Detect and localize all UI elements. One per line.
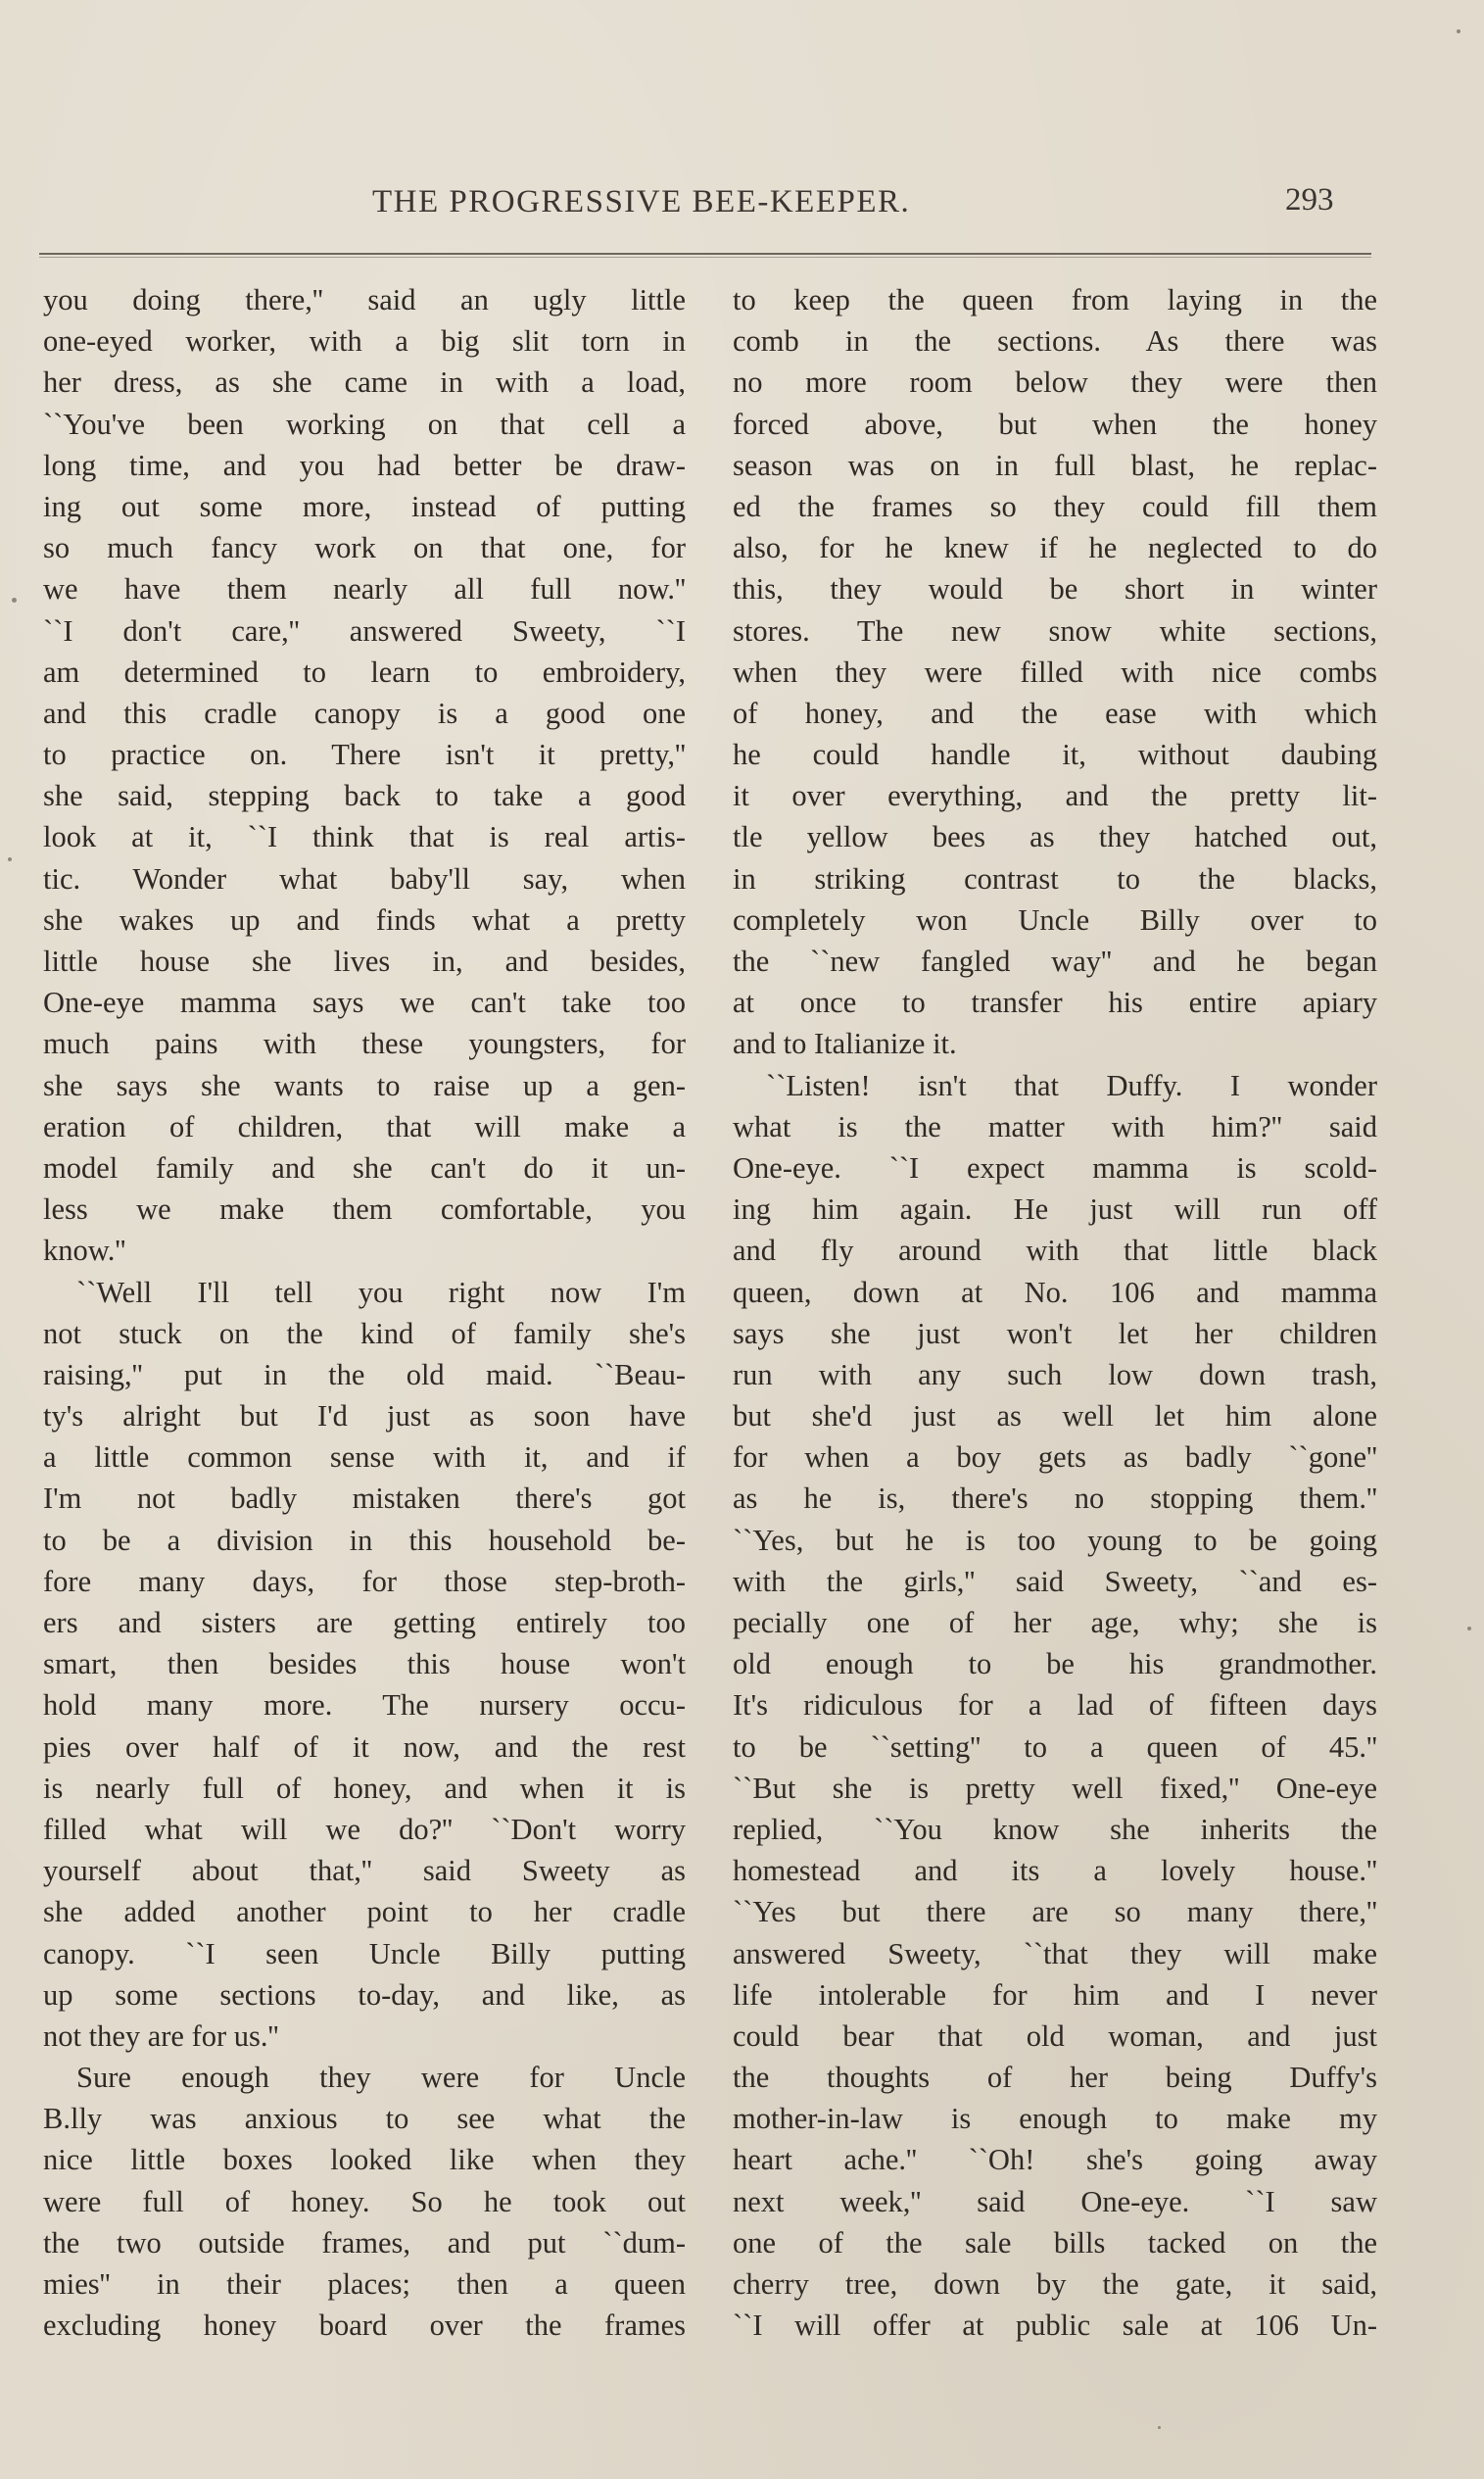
text-line: ing out some more, instead of putting: [43, 489, 686, 523]
text-line: replied, ``You know she inherits the: [733, 1812, 1377, 1846]
text-line: cherry tree, down by the gate, it said,: [733, 2267, 1377, 2301]
text-line: she said, stepping back to take a good: [43, 779, 686, 813]
text-line: the ``new fangled way'' and he began: [733, 945, 1377, 978]
text-line: fore many days, for those step-broth-: [43, 1564, 686, 1598]
text-line: mother-in-law is enough to make my: [733, 2102, 1377, 2136]
text-line: ``Yes but there are so many there,'': [733, 1895, 1377, 1929]
text-line: One-eye mamma says we can't take too: [43, 986, 686, 1020]
text-line: long time, and you had better be draw-: [43, 448, 686, 482]
text-line: know.'': [43, 1234, 126, 1268]
text-line: look at it, ``I think that is real artis-: [43, 820, 686, 854]
text-line: the two outside frames, and put ``dum-: [43, 2225, 686, 2260]
text-line: next week,'' said One-eye. ``I saw: [733, 2184, 1377, 2218]
text-line: queen, down at No. 106 and mamma: [733, 1275, 1377, 1309]
text-line: to be a division in this household be-: [43, 1523, 686, 1557]
text-line: you doing there,'' said an ugly little: [43, 283, 686, 316]
text-line: ``You've been working on that cell a: [43, 407, 686, 441]
scan-speck: [1467, 1627, 1471, 1630]
header-rule-thin: [39, 257, 1371, 258]
text-line: Sure enough they were for Uncle: [76, 2061, 686, 2095]
text-line: one-eyed worker, with a big slit torn in: [43, 324, 686, 359]
scan-speck: [1158, 2426, 1161, 2429]
text-line: much pains with these youngsters, for: [43, 1027, 686, 1061]
text-line: and fly around with that little black: [733, 1234, 1377, 1268]
header-rule: [39, 253, 1371, 255]
text-line: ``Well I'll tell you right now I'm: [76, 1275, 686, 1309]
text-line: what is the matter with him?'' said: [733, 1109, 1377, 1143]
text-line: is nearly full of honey, and when it is: [43, 1771, 686, 1805]
text-line: filled what will we do?'' ``Don't worry: [43, 1812, 686, 1846]
page-number: 293: [1285, 182, 1334, 218]
text-line: her dress, as she came in with a load,: [43, 365, 686, 400]
text-line: completely won Uncle Billy over to: [733, 902, 1377, 937]
text-line: nice little boxes looked like when they: [43, 2143, 686, 2177]
text-line: less we make them comfortable, you: [43, 1192, 686, 1227]
text-line: he could handle it, without daubing: [733, 738, 1377, 772]
text-line: tle yellow bees as they hatched out,: [733, 820, 1377, 854]
text-line: old enough to be his grandmother.: [733, 1647, 1377, 1681]
text-line: yourself about that,'' said Sweety as: [43, 1854, 686, 1888]
text-line: mies'' in their places; then a queen: [43, 2267, 686, 2301]
text-line: tic. Wonder what baby'll say, when: [43, 861, 686, 896]
text-line: ing him again. He just will run off: [733, 1192, 1377, 1227]
text-line: up some sections to-day, and like, as: [43, 1977, 686, 2012]
text-line: the thoughts of her being Duffy's: [733, 2061, 1377, 2095]
text-line: could bear that old woman, and just: [733, 2018, 1377, 2053]
text-line: It's ridiculous for a lad of fifteen days: [733, 1688, 1377, 1723]
text-line: but she'd just as well let him alone: [733, 1399, 1377, 1434]
text-line: I'm not badly mistaken there's got: [43, 1482, 686, 1516]
text-line: a little common sense with it, and if: [43, 1440, 686, 1475]
text-line: run with any such low down trash,: [733, 1357, 1377, 1391]
text-line: so much fancy work on that one, for: [43, 531, 686, 565]
text-line: pies over half of it now, and the rest: [43, 1729, 686, 1764]
text-line: hold many more. The nursery occu-: [43, 1688, 686, 1723]
scan-speck: [1457, 29, 1460, 33]
text-line: heart ache.'' ``Oh! she's going away: [733, 2143, 1377, 2177]
text-line: and to Italianize it.: [733, 1027, 957, 1061]
text-line: excluding honey board over the frames: [43, 2309, 686, 2343]
text-line: ``But she is pretty well fixed,'' One-eye: [733, 1771, 1377, 1805]
text-line: for when a boy gets as badly ``gone'': [733, 1440, 1377, 1475]
text-line: smart, then besides this house won't: [43, 1647, 686, 1681]
text-line: as he is, there's no stopping them.'': [733, 1482, 1377, 1516]
text-line: stores. The new snow white sections,: [733, 613, 1377, 648]
left-column: [43, 279, 686, 2346]
text-line: one of the sale bills tacked on the: [733, 2225, 1377, 2260]
text-line: ``Listen! isn't that Duffy. I wonder: [766, 1068, 1377, 1102]
text-line: pecially one of her age, why; she is: [733, 1606, 1377, 1639]
text-line: One-eye. ``I expect mamma is scold-: [733, 1150, 1377, 1185]
text-line: she added another point to her cradle: [43, 1895, 686, 1929]
text-line: to keep the queen from laying in the: [733, 283, 1377, 316]
text-line: season was on in full blast, he replac-: [733, 448, 1377, 482]
text-line: it over everything, and the pretty lit-: [733, 779, 1377, 813]
text-line: were full of honey. So he took out: [43, 2184, 686, 2218]
text-line: she wakes up and finds what a pretty: [43, 902, 686, 937]
text-line: with the girls,'' said Sweety, ``and es-: [733, 1564, 1377, 1598]
text-line: ``Yes, but he is too young to be going: [733, 1523, 1377, 1557]
text-line: comb in the sections. As there was: [733, 324, 1377, 359]
text-line: to be ``setting'' to a queen of 45.'': [733, 1729, 1377, 1764]
running-head: THE PROGRESSIVE BEE-KEEPER.: [372, 184, 911, 219]
text-line: and this cradle canopy is a good one: [43, 696, 686, 730]
text-line: not stuck on the kind of family she's: [43, 1316, 686, 1350]
text-line: not they are for us.'': [43, 2018, 279, 2053]
text-line: ers and sisters are getting entirely too: [43, 1606, 686, 1639]
text-line: homestead and its a lovely house.'': [733, 1854, 1377, 1888]
text-line: she says she wants to raise up a gen-: [43, 1068, 686, 1102]
text-line: also, for he knew if he neglected to do: [733, 531, 1377, 565]
text-line: answered Sweety, ``that they will make: [733, 1936, 1377, 1970]
text-line: when they were filled with nice combs: [733, 655, 1377, 689]
text-line: of honey, and the ease with which: [733, 696, 1377, 730]
text-line: B.lly was anxious to see what the: [43, 2102, 686, 2136]
text-line: at once to transfer his entire apiary: [733, 986, 1377, 1020]
text-line: forced above, but when the honey: [733, 407, 1377, 441]
text-line: ed the frames so they could fill them: [733, 489, 1377, 523]
text-line: we have them nearly all full now.'': [43, 572, 686, 607]
text-line: ``I will offer at public sale at 106 Un-: [733, 2309, 1377, 2343]
text-line: ty's alright but I'd just as soon have: [43, 1399, 686, 1434]
text-line: to practice on. There isn't it pretty,'': [43, 738, 686, 772]
text-line: ``I don't care,'' answered Sweety, ``I: [43, 613, 686, 648]
text-line: canopy. ``I seen Uncle Billy putting: [43, 1936, 686, 1970]
text-line: this, they would be short in winter: [733, 572, 1377, 607]
text-line: raising,'' put in the old maid. ``Beau-: [43, 1357, 686, 1391]
scan-speck: [12, 598, 17, 603]
scan-speck: [8, 857, 12, 861]
right-column: [733, 279, 1377, 2346]
text-line: little house she lives in, and besides,: [43, 945, 686, 978]
text-line: in striking contrast to the blacks,: [733, 861, 1377, 896]
text-line: model family and she can't do it un-: [43, 1150, 686, 1185]
text-line: life intolerable for him and I never: [733, 1977, 1377, 2012]
text-line: am determined to learn to embroidery,: [43, 655, 686, 689]
text-line: no more room below they were then: [733, 365, 1377, 400]
text-line: says she just won't let her children: [733, 1316, 1377, 1350]
text-line: eration of children, that will make a: [43, 1109, 686, 1143]
